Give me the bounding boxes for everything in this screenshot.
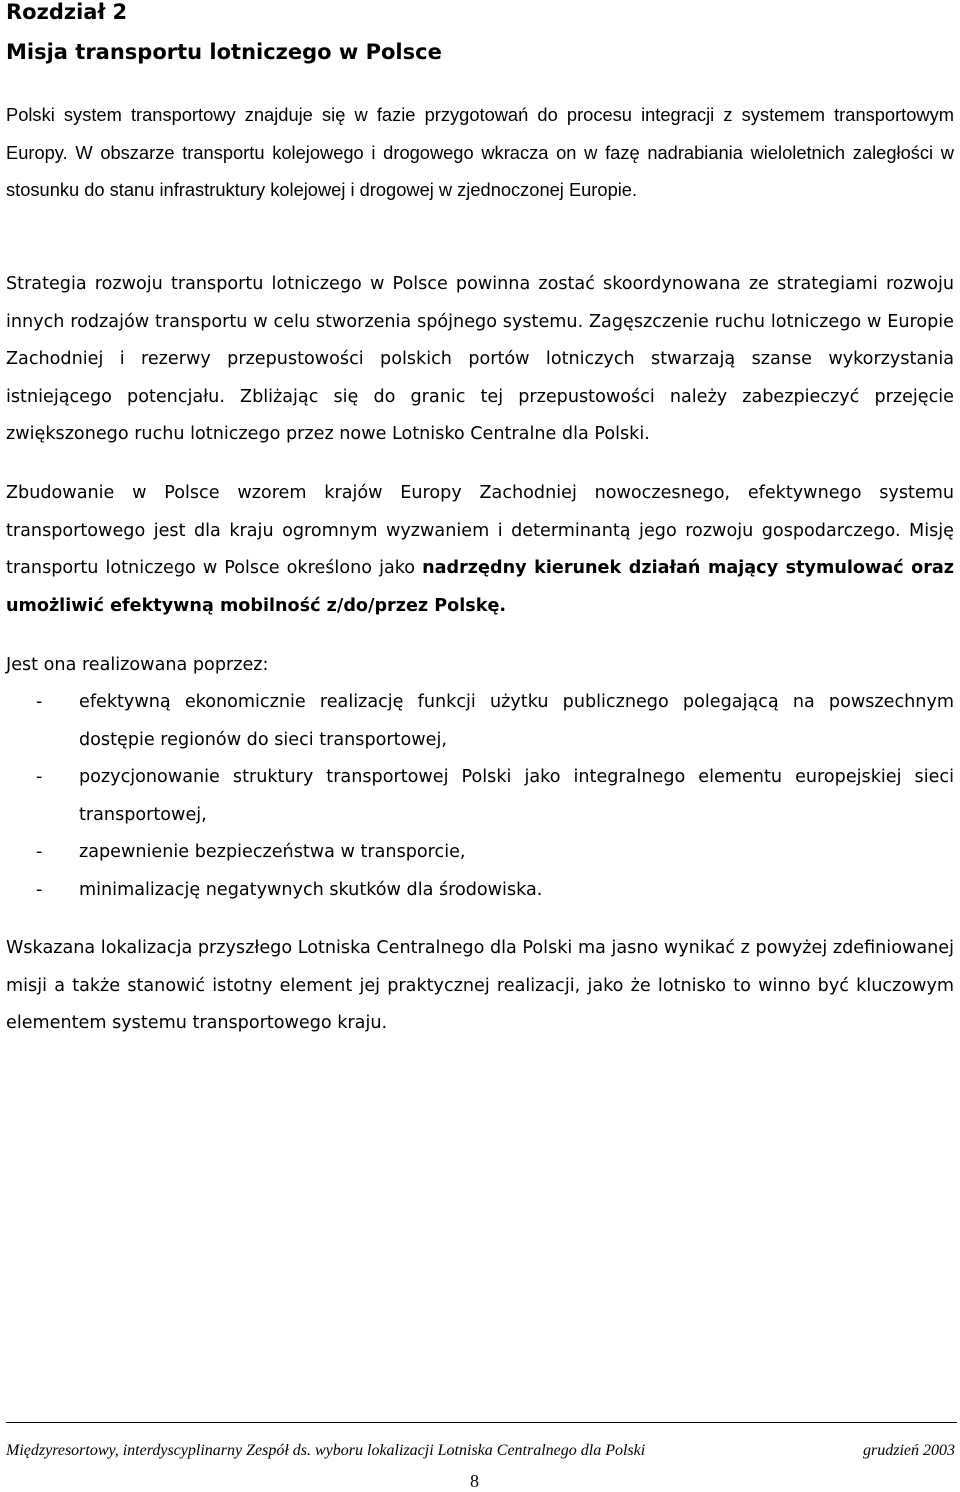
paragraph-location: Wskazana lokalizacja przyszłego Lotniska Centralnego dla Polski ma jasno wynikać z powyżej zdefiniowanej misji a także stanowić istotny element jej praktycznej realizacji, jako że lotnisko to winno być kluczowym elementem systemu transportowego kraju. (6, 938, 954, 1033)
list-item-text: pozycjonowanie struktury transportowej Polski jako integralnego elementu europejskiej sieci transportowej, (79, 767, 954, 825)
list-item (6, 834, 954, 872)
mission-bold-statement: nadrzędny kierunek działań mający stymulować oraz umożliwić efektywną mobilność z/do/przez Polskę. (6, 558, 955, 616)
list-item (6, 872, 954, 910)
paragraph-list-intro: Jest ona realizowana poprzez: (6, 655, 269, 675)
list-marker: - (36, 879, 43, 900)
list-marker: - (36, 842, 43, 862)
mission-list (6, 684, 954, 909)
mission-text: Zbudowanie w Polsce wzorem krajów Europy Zachodniej nowoczesnego, efektywnego systemu transportowego jest dla kraju ogromnym wyzwaniem i determinantą jego rozwoju gospodarczego. Misję transportu lotniczego w Polsce określono jako (6, 483, 954, 578)
list-marker: - (36, 692, 43, 712)
page-number: 8 (470, 1471, 479, 1491)
footer-divider (6, 1422, 957, 1423)
list-item (6, 684, 954, 759)
paragraph-strategy: Strategia rozwoju transportu lotniczego w Polsce powinna zostać skoordynowana ze strategiami rozwoju innych rodzajów transportu w celu stworzenia spójnego systemu. Zagęszczenie ruchu lotniczego w Europie Zachodniej i rezerwy przepustowości polskich portów lotniczych stwarzają szanse wykorzystania istniejącego potencjału. Zbliżając się do granic tej przepustowości należy zabezpieczyć przejęcie zwiększonego ruchu lotniczego przez nowe Lotnisko Centralne dla Polski. (6, 274, 954, 444)
paragraph-intro: Polski system transportowy znajduje się w fazie przygotowań do procesu integracji z systemem transportowym Europy. W obszarze transportu kolejowego i drogowego wkracza on w fazę nadrabiania wieloletnich zaległości w stosunku do stanu infrastruktury kolejowej i drogowej w zjednoczonej Europie. (6, 104, 954, 200)
list-item-text: minimalizację negatywnych skutków dla środowiska. (79, 879, 543, 900)
list-item-text: efektywną ekonomicznie realizację funkcji użytku publicznego polegającą na powszechnym dostępie regionów do sieci transportowej, (79, 692, 954, 750)
list-item-text: zapewnienie bezpieczeństwa w transporcie, (79, 842, 466, 862)
chapter-heading: Rozdział 2 (6, 0, 128, 24)
page-title: Misja transportu lotniczego w Polsce (6, 40, 442, 64)
footer-date: grudzień 2003 (863, 1442, 955, 1459)
footer-organization: Międzyresortowy, interdyscyplinarny Zespół ds. wyboru lokalizacji Lotniska Centralnego dla Polski (6, 1442, 646, 1459)
list-marker: - (36, 767, 43, 787)
paragraph-mission (6, 475, 954, 625)
list-item (6, 759, 954, 834)
